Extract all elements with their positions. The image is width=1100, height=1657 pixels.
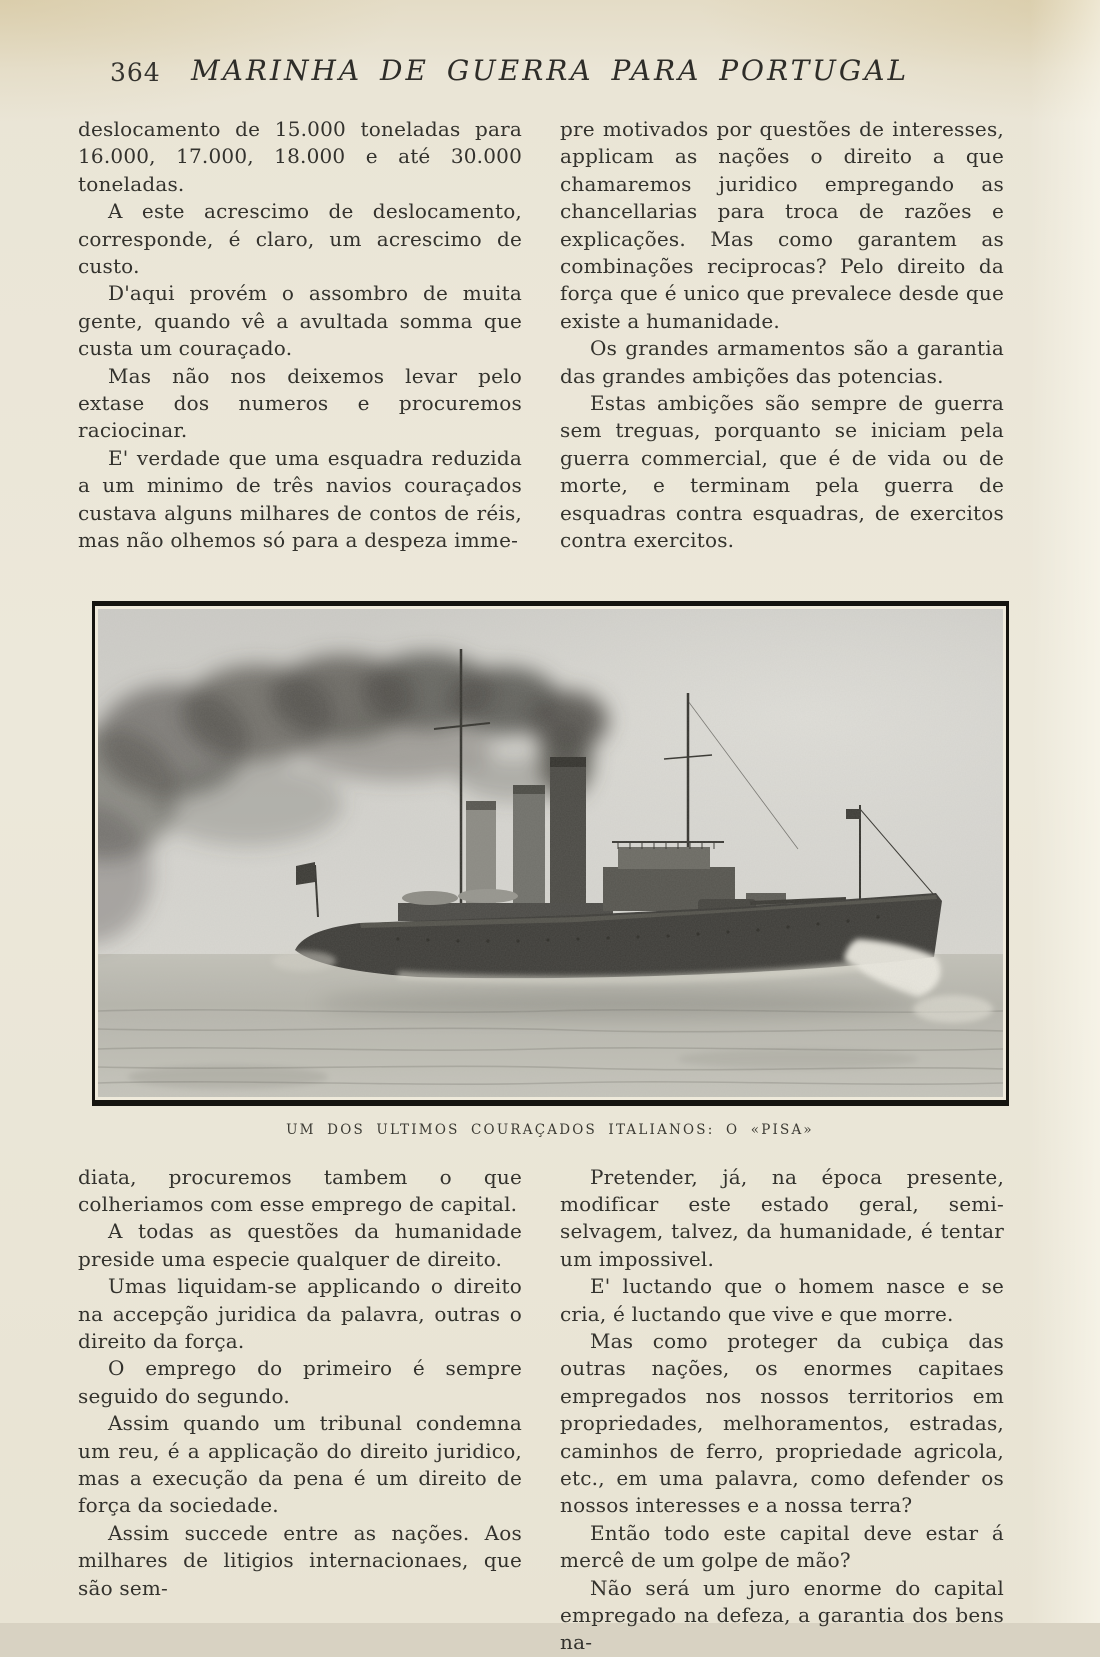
paragraph: Mas não nos deixemos levar pelo extase dos numeros e procuremos raciocinar. (78, 363, 522, 443)
figure-block (92, 601, 1009, 1138)
ship-photo (98, 609, 1003, 1097)
top-left-column (78, 116, 522, 555)
paragraph: Não será um juro enorme do capital empregado na defeza, a garantia dos bens na- (560, 1575, 1004, 1655)
page-title: MARINHA DE GUERRA PARA PORTUGAL (190, 54, 910, 87)
bottom-text-section (78, 1164, 1004, 1657)
paragraph: deslocamento de 15.000 toneladas para 16.000, 17.000, 18.000 e até 30.000 toneladas. (78, 117, 522, 196)
photo-frame (92, 601, 1009, 1106)
bottom-right-column (560, 1164, 1004, 1657)
paragraph: Pretender, já, na época presente, modificar este estado geral, semi-selvagem, talvez, da humanidade, é tentar um impossivel. (560, 1164, 1004, 1271)
paragraph: Mas como proteger da cubiça das outras nações, os enormes capitaes empregados nos nossos territorios em propriedades, melhoramentos, estradas, caminhos de ferro, propriedade agricola, etc., em uma palavra, como defender os nossos interesses e a nossa terra? (560, 1328, 1004, 1518)
top-text-section (78, 116, 1004, 555)
top-right-column (560, 116, 1004, 555)
paragraph: O emprego do primeiro é sempre seguido do segundo. (78, 1356, 522, 1408)
paragraph: pre motivados por questões de interesses, applicam as nações o direito a que chamaremos juridico empregando as chancellarias para troca de razões e explicações. Mas como garantem as combinações reciprocas? Pelo direito da força que é unico que prevalece desde que existe a humanidade. (560, 117, 1004, 333)
paragraph: Umas liquidam-se applicando o direito na accepção juridica da palavra, outras o direito da força. (78, 1274, 522, 1353)
photo-caption: UM DOS ULTIMOS COURAÇADOS ITALIANOS: O «PISA» (286, 1121, 814, 1138)
paragraph: diata, procuremos tambem o que colheriamos com esse emprego de capital. (78, 1164, 522, 1216)
paragraph: Assim quando um tribunal condemna um reu, é a applicação do direito juridico, mas a execução da pena é um direito de força da sociedade. (78, 1411, 522, 1518)
paragraph: Então todo este capital deve estar á mercê de um golpe de mão? (560, 1520, 1004, 1573)
bottom-left-column (78, 1164, 522, 1657)
paragraph: A todas as questões da humanidade preside uma especie qualquer de direito. (78, 1219, 522, 1271)
paragraph: E' luctando que o homem nasce e se cria, é luctando que vive e que morre. (560, 1274, 1004, 1326)
paragraph: Os grandes armamentos são a garantia das grandes ambições das potencias. (560, 336, 1004, 388)
paragraph: Estas ambições são sempre de guerra sem treguas, porquanto se iniciam pela guerra commercial, que é de vida ou de morte, e terminam pela guerra de esquadras contra esquadras, de exercitos contra exercitos. (560, 391, 1004, 553)
paragraph: A este acrescimo de deslocamento, corresponde, é claro, um acrescimo de custo. (78, 199, 522, 279)
paragraph: E' verdade que uma esquadra reduzida a um minimo de três navios couraçados custava alguns milhares de contos de réis, mas não olhemos só para a despeza imme- (78, 445, 522, 553)
page-number: 364 (110, 58, 161, 87)
paragraph: D'aqui provém o assombro de muita gente, quando vê a avultada somma que custa um couraçado. (78, 281, 522, 361)
page-header (78, 54, 1022, 96)
halftone-grain (98, 609, 1003, 1097)
paragraph: Assim succede entre as nações. Aos milhares de litigios internacionaes, que são sem- (78, 1520, 522, 1600)
